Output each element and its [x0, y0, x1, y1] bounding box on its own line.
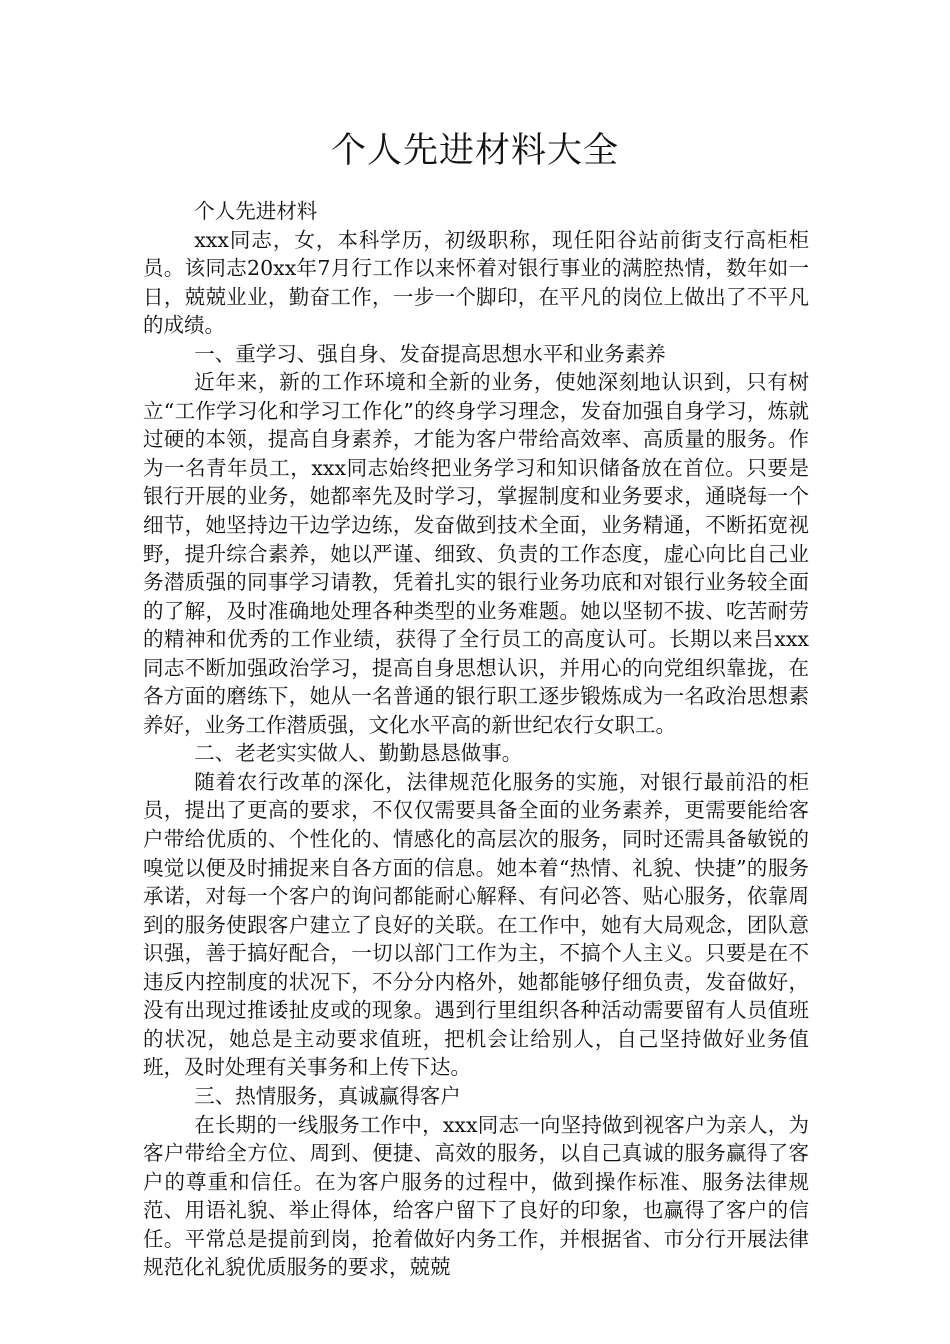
paragraph-section-2: 随着农行改革的深化，法律规范化服务的实施，对银行最前沿的柜员，提出了更高的要求，不仅仅需要具备全面的业务素养，更需要能给客户带给优质的、个性化的、情感化的高层次的服务，同时还需具备敏锐的嗅觉以便及时捕捉来自各方面的信息。她本着“热情、礼貌、快捷”的服务承诺，对每一个客户的询问都能耐心解释、有问必答、贴心服务，依靠周到的服务使跟客户建立了良好的关联。在工作中，她有大局观念，团队意识强，善于搞好配合，一切以部门工作为主，不搞个人主义。只要是在不违反内控制度的状况下，不分分内格外，她都能够仔细负责，发奋做好，没有出现过推诿扯皮或的现象。遇到行里组织各种活动需要留有人员值班的状况，她总是主动要求值班，把机会让给别人，自己坚持做好业务值班，及时处理有关事务和上传下达。 — [143, 769, 809, 1080]
section-heading-2: 二、老老实实做人、勤勤恳恳做事。 — [194, 741, 523, 766]
paragraph-intro: xxx同志，女，本科学历，初级职称，现任阳谷站前街支行高柜柜员。该同志20xx年7月行工作以来怀着对银行事业的满腔热情，数年如一日，兢兢业业，勤奋工作，一步一个脚印，在平凡的岗位上做出了不平凡的成绩。 — [143, 227, 809, 338]
document-title: 个人先进材料大全 — [330, 131, 619, 171]
paragraph-section-3: 在长期的一线服务工作中，xxx同志一向坚持做到视客户为亲人，为客户带给全方位、周到、便捷、高效的服务，以自己真诚的服务赢得了客户的尊重和信任。在为客户服务的过程中，做到操作标准、服务法律规范、用语礼貌、举止得体，给客户留下了良好的印象，也赢得了客户的信任。平常总是提前到岗，抢着做好内务工作，并根据省、市分行开展法律规范化礼貌优质服务的要求，兢兢 — [143, 1112, 809, 1280]
paragraph-section-1: 近年来，新的工作环境和全新的业务，使她深刻地认识到，只有树立“工作学习化和学习工作化”的终身学习理念，发奋加强自身学习，炼就过硬的本领，提高自身素养，才能为客户带给高效率、高质量的服务。作为一名青年员工，xxx同志始终把业务学习和知识储备放在首位。只要是银行开展的业务，她都率先及时学习，掌握制度和业务要求，通晓每一个细节，她坚持边干边学边练，发奋做到技术全面，业务精通，不断拓宽视野，提升综合素养，她以严谨、细致、负责的工作态度，虚心向比自己业务潜质强的同事学习请教，凭着扎实的银行业务功底和对银行业务较全面的了解，及时准确地处理各种类型的业务难题。她以坚韧不拔、吃苦耐劳的精神和优秀的工作业绩，获得了全行员工的高度认可。长期以来吕xxx同志不断加强政治学习，提高自身思想认识，并用心的向党组织靠拢，在各方面的磨练下，她从一名普通的银行职工逐步锻炼成为一名政治思想素养好，业务工作潜质强，文化水平高的新世纪农行女职工。 — [143, 370, 809, 737]
document-body — [143, 197, 809, 1282]
section-heading-1: 一、重学习、强自身、发奋提高思想水平和业务素养 — [194, 341, 666, 366]
section-heading-3: 三、热情服务，真诚赢得客户 — [194, 1083, 461, 1108]
paragraph-subtitle: 个人先进材料 — [194, 199, 318, 223]
